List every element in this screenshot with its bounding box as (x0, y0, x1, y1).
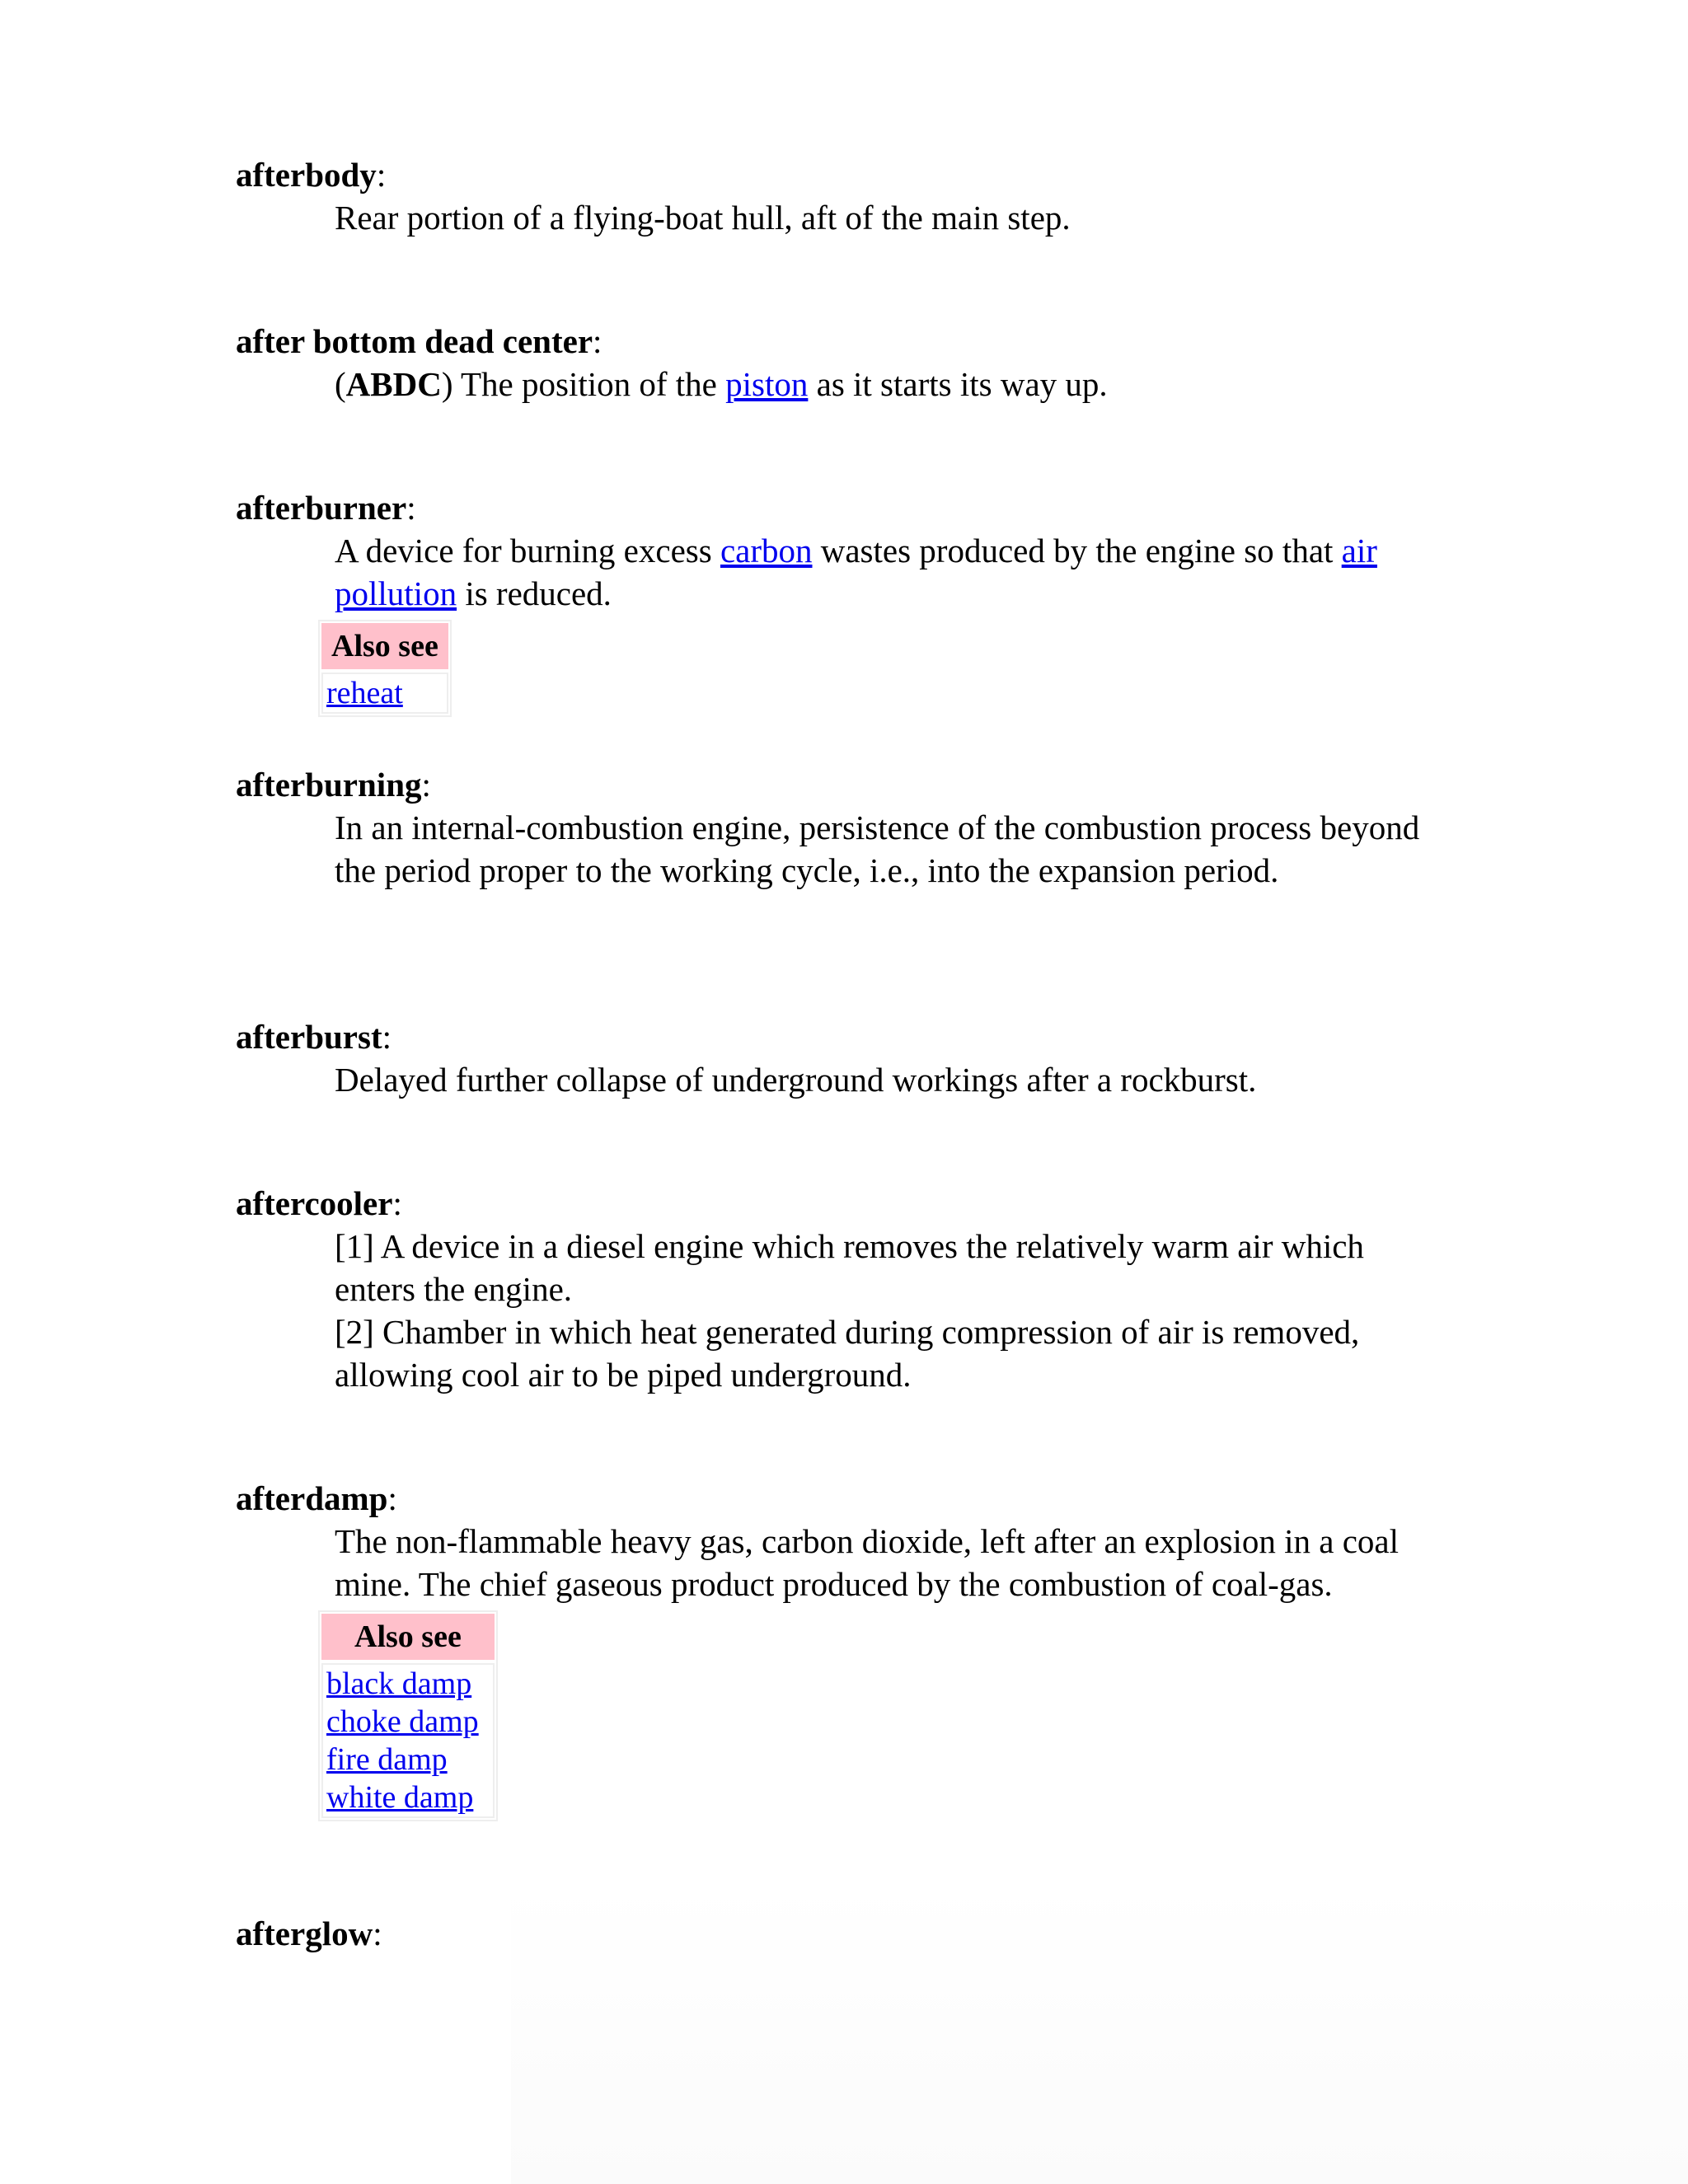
definition: (ABDC) The position of the piston as it starts its way up. (335, 365, 1108, 403)
term-word: afterbody (236, 156, 377, 194)
entry-afterglow (236, 1912, 1472, 1955)
term-word: afterburner (236, 489, 407, 527)
entry-afterbody (236, 153, 1472, 320)
also-see-box (318, 620, 452, 717)
term-word: after bottom dead center (236, 322, 593, 360)
definition: In an internal-combustion engine, persistence of the combustion process beyond the period proper to the working cycle, i.e., into the expansion period. (335, 808, 1420, 889)
link-piston[interactable]: piston (725, 365, 809, 403)
definition: Delayed further collapse of underground workings after a rockburst. (335, 1061, 1257, 1099)
entry-aftercooler (236, 1182, 1472, 1477)
term: afterburst: (236, 1018, 392, 1056)
term: afterburner: (236, 489, 416, 527)
also-see-link[interactable]: fire damp (326, 1742, 448, 1777)
link-air-pollution[interactable]: air pollution (335, 532, 1377, 612)
also-see-link[interactable]: choke damp (326, 1704, 479, 1739)
glossary-page (236, 153, 1472, 1955)
link-carbon[interactable]: carbon (720, 532, 813, 569)
also-see-list (321, 673, 448, 714)
entry-afterburner (236, 486, 1472, 763)
term-word: afterdamp (236, 1479, 388, 1517)
entry-afterdamp (236, 1477, 1472, 1912)
definition: A device for burning excess carbon wastes produced by the engine so that air pollution is reduced. (335, 532, 1377, 612)
term-word: aftercooler (236, 1184, 393, 1222)
also-see-link[interactable]: reheat (326, 676, 403, 710)
also-see-header: Also see (321, 1614, 495, 1660)
also-see-header: Also see (321, 623, 448, 669)
term: afterglow: (236, 1915, 382, 1952)
definition-1: [1] A device in a diesel engine which removes the relatively warm air which enters the engine. (335, 1227, 1364, 1308)
also-see-box (318, 1610, 498, 1821)
term-word: afterburning (236, 766, 422, 804)
also-see-list (321, 1663, 495, 1818)
definition: Rear portion of a flying-boat hull, aft of the main step. (335, 199, 1071, 237)
term: afterbody: (236, 156, 387, 194)
term: aftercooler: (236, 1184, 402, 1222)
abbreviation: ABDC (345, 365, 442, 403)
term-word: afterglow (236, 1915, 373, 1952)
also-see-link[interactable]: black damp (326, 1666, 472, 1701)
also-see-link[interactable]: white damp (326, 1780, 474, 1815)
definition-2: [2] Chamber in which heat generated during compression of air is removed, allowing cool air to be piped underground. (335, 1313, 1360, 1394)
term-word: afterburst (236, 1018, 382, 1056)
term: after bottom dead center: (236, 322, 603, 360)
term: afterdamp: (236, 1479, 397, 1517)
entry-afterburst (236, 1015, 1472, 1182)
term: afterburning: (236, 766, 431, 804)
entry-after-bottom-dead-center (236, 320, 1472, 486)
definition: The non-flammable heavy gas, carbon dioxide, left after an explosion in a coal mine. The chief gaseous product produced by the combustion of coal-gas. (335, 1522, 1400, 1603)
entry-afterburning (236, 763, 1472, 1015)
